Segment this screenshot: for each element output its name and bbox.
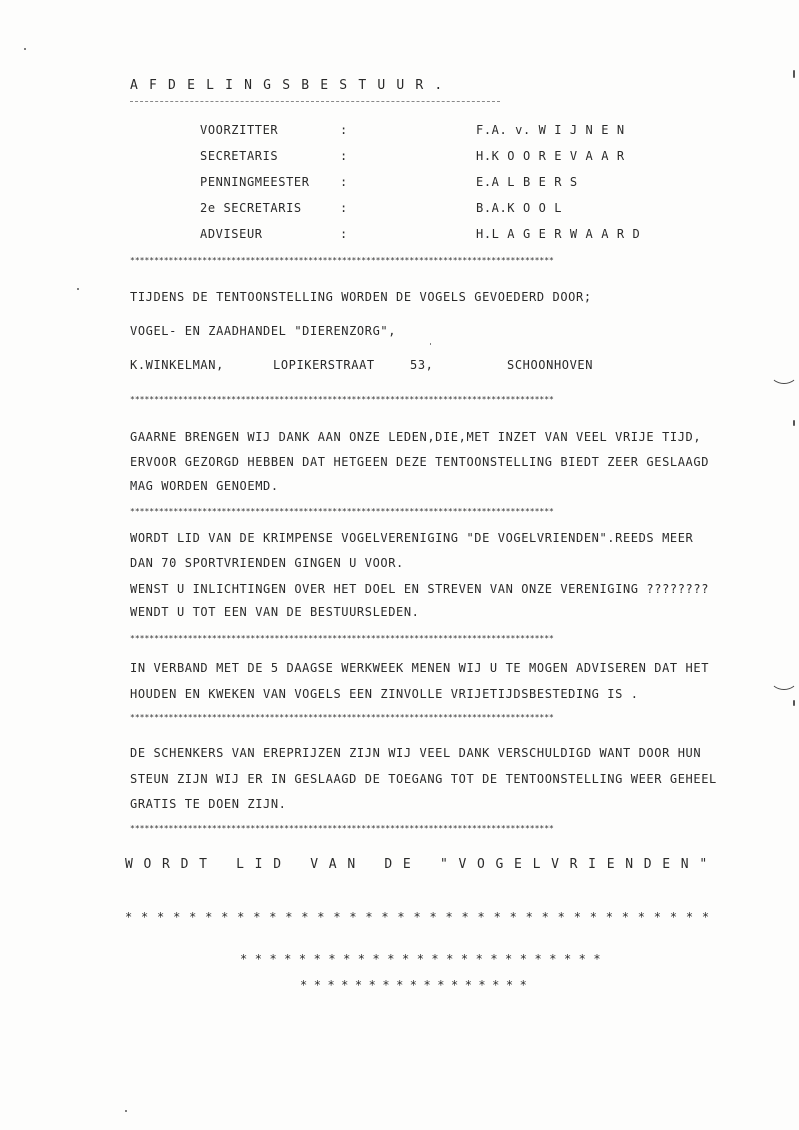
scan-speck — [125, 1110, 127, 1112]
page-heading: AFDELINGSBESTUUR. — [130, 78, 454, 93]
scan-speck — [77, 288, 79, 290]
board-separator: : — [340, 175, 348, 189]
board-name: H.K O O R E V A A R — [476, 149, 625, 163]
board-name: E.A L B E R S — [476, 175, 578, 189]
board-separator: : — [340, 123, 348, 137]
punch-hole-mark — [770, 362, 798, 384]
star-row-2: ************************* — [240, 952, 609, 966]
scan-speck — [430, 343, 431, 345]
separator-rule: **************************************************************************************** — [130, 824, 554, 833]
feeding-shop-number: 53, — [410, 358, 434, 372]
sponsors-line-1: DE SCHENKERS VAN EREPRIJZEN ZIJN WIJ VEEL DANK VERSCHULDIGD WANT DOOR HUN — [130, 746, 702, 760]
separator-rule: **************************************************************************************** — [130, 395, 554, 404]
separator-rule: **************************************************************************************** — [130, 713, 554, 722]
sponsors-line-2: STEUN ZIJN WIJ ER IN GESLAAGD DE TOEGANG TOT DE TENTOONSTELLING WEER GEHEEL — [130, 772, 717, 786]
heading-underline — [130, 101, 500, 102]
star-row-1: ************************************* — [125, 910, 718, 924]
board-role: PENNINGMEESTER — [200, 175, 310, 189]
feeding-line-2: VOGEL- EN ZAADHANDEL "DIERENZORG", — [130, 324, 397, 338]
separator-rule: **************************************************************************************** — [130, 634, 554, 643]
scan-speck — [793, 420, 795, 426]
separator-rule: **************************************************************************************** — [130, 256, 554, 265]
feeding-line-1: TIJDENS DE TENTOONSTELLING WORDEN DE VOGELS GEVOEDERD DOOR; — [130, 290, 592, 304]
board-name: H.L A G E R W A A R D — [476, 227, 641, 241]
scan-speck — [24, 48, 26, 50]
scan-speck — [793, 70, 795, 78]
membership-line-4: WENDT U TOT EEN VAN DE BESTUURSLEDEN. — [130, 605, 420, 619]
thanks-line-1: GAARNE BRENGEN WIJ DANK AAN ONZE LEDEN,DIE,MET INZET VAN VEEL VRIJE TIJD, — [130, 430, 702, 444]
board-name: B.A.K O O L — [476, 201, 563, 215]
thanks-line-2: ERVOOR GEZORGD HEBBEN DAT HETGEEN DEZE TENTOONSTELLING BIEDT ZEER GESLAAGD — [130, 455, 710, 469]
board-role: SECRETARIS — [200, 149, 279, 163]
membership-line-3: WENST U INLICHTINGEN OVER HET DOEL EN STREVEN VAN ONZE VERENIGING ???????? — [130, 582, 710, 596]
thanks-line-3: MAG WORDEN GENOEMD. — [130, 479, 279, 493]
board-role: VOORZITTER — [200, 123, 279, 137]
hobby-line-2: HOUDEN EN KWEKEN VAN VOGELS EEN ZINVOLLE VRIJETIJDSBESTEDING IS . — [130, 687, 639, 701]
membership-line-2: DAN 70 SPORTVRIENDEN GINGEN U VOOR. — [130, 556, 404, 570]
membership-line-1: WORDT LID VAN DE KRIMPENSE VOGELVERENIGING "DE VOGELVRIENDEN".REEDS MEER — [130, 531, 694, 545]
feeding-shop-name: K.WINKELMAN, — [130, 358, 224, 372]
scan-speck — [793, 700, 795, 706]
feeding-shop-city: SCHOONHOVEN — [507, 358, 594, 372]
board-separator: : — [340, 201, 348, 215]
separator-rule: **************************************************************************************** — [130, 507, 554, 516]
hobby-line-1: IN VERBAND MET DE 5 DAAGSE WERKWEEK MENEN WIJ U TE MOGEN ADVISEREN DAT HET — [130, 661, 710, 675]
feeding-shop-street: LOPIKERSTRAAT — [273, 358, 375, 372]
board-separator: : — [340, 227, 348, 241]
board-separator: : — [340, 149, 348, 163]
board-name: F.A. v. W I J N E N — [476, 123, 625, 137]
slogan: WORDT LID VAN DE "VOGELVRIENDEN" — [125, 857, 718, 872]
sponsors-line-3: GRATIS TE DOEN ZIJN. — [130, 797, 287, 811]
star-row-3: ***************** — [300, 978, 534, 992]
board-role: 2e SECRETARIS — [200, 201, 302, 215]
board-role: ADVISEUR — [200, 227, 263, 241]
punch-hole-mark — [770, 668, 798, 690]
